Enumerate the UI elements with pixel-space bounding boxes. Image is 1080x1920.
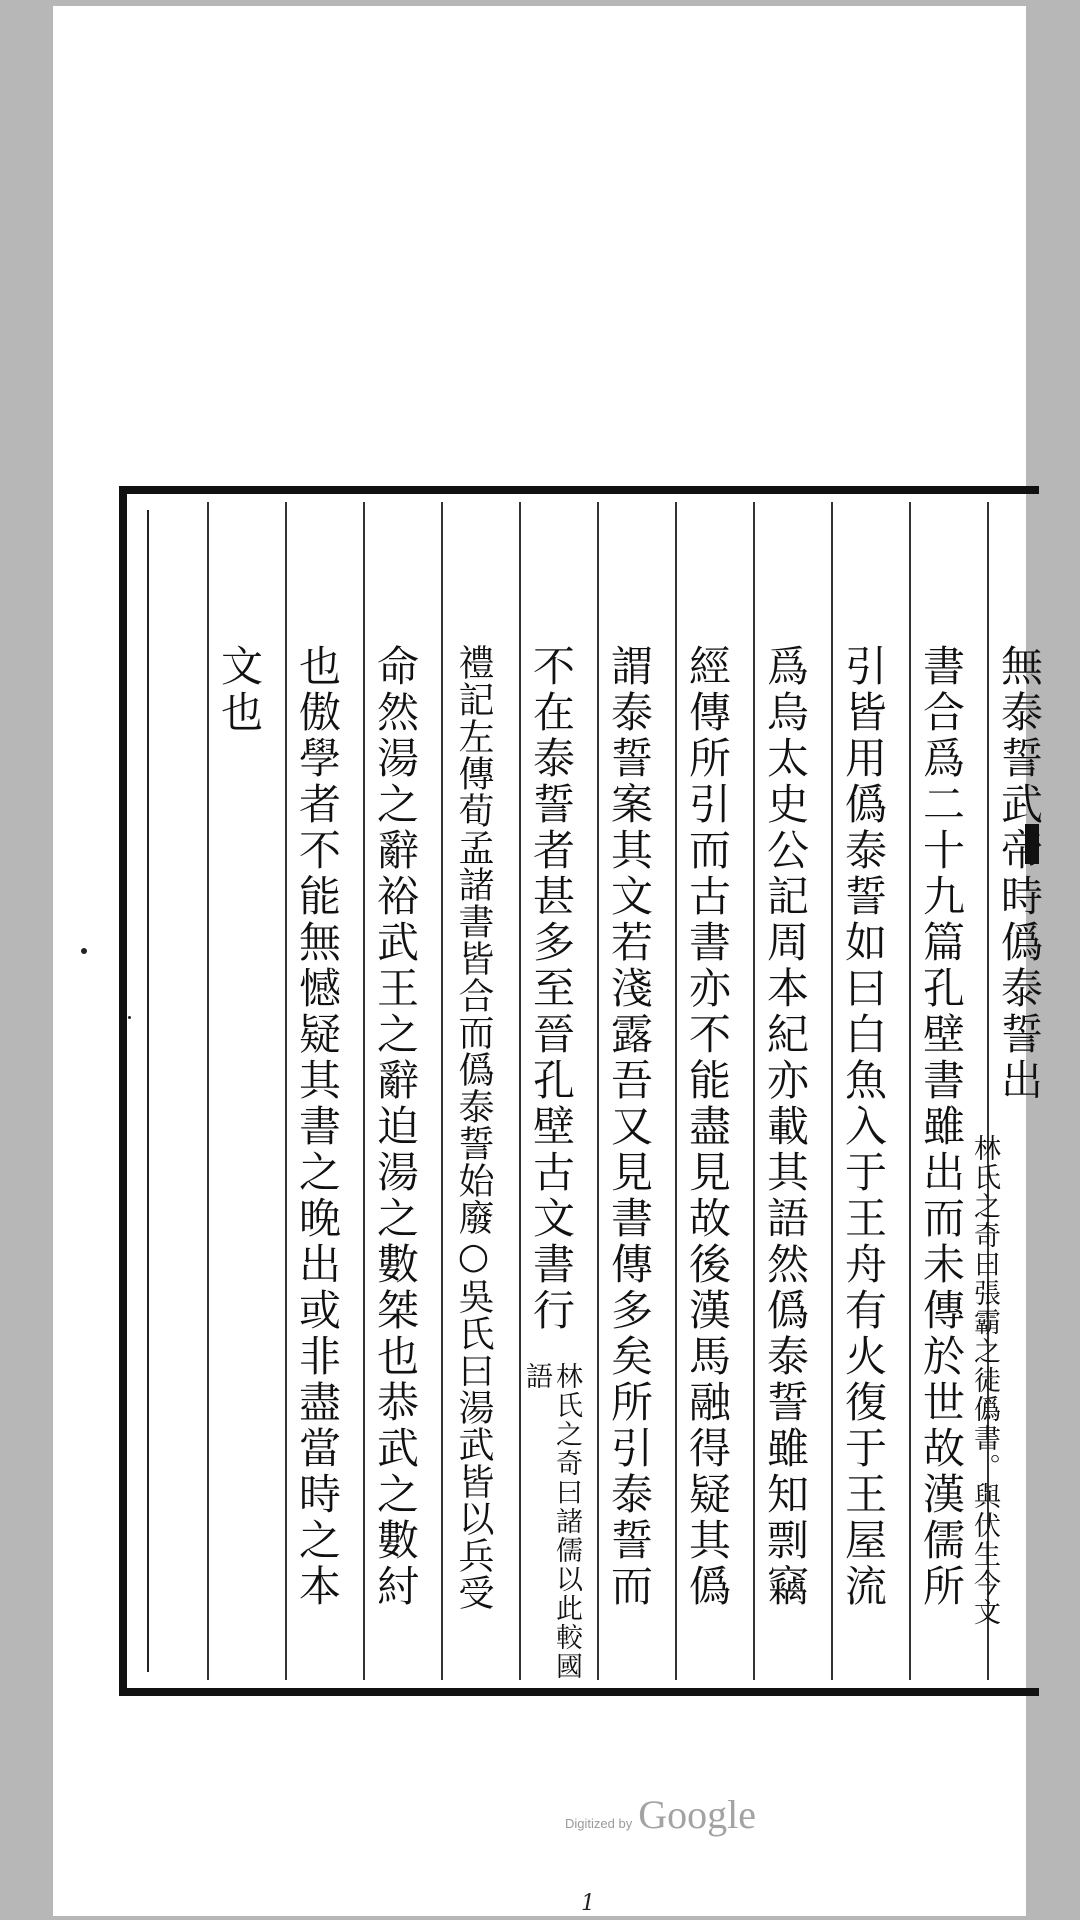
column-rule [753,502,755,1680]
annotation-column-7: 林氏之奇曰諸儒以此較國語 [521,1362,582,1681]
text-column-3: 引皆用僞泰誓如曰白魚入于王舟有火復于王屋流 [839,644,888,1610]
text-column-8: 禮記左傳荀孟諸書皆合而僞泰誓始廢○吳氏曰湯武皆以兵受 [453,644,494,1611]
annotation-column-1: 林氏之奇曰張霸之徒僞書。與伏生今文 [969,1134,1000,1627]
text-column-5: 經傳所引而古書亦不能盡見故後漢馬融得疑其僞 [683,644,732,1610]
column-rule [441,502,443,1680]
column-rule [597,502,599,1680]
column-rule [675,502,677,1680]
frame-inner-line [147,510,149,1672]
text-column-2: 書合爲二十九篇孔壁書雖出而未傳於世故漢儒所 [917,644,966,1610]
text-column-7: 不在泰誓者甚多至晉孔壁古文書行 [527,644,576,1334]
column-rule [363,502,365,1680]
text-frame [119,486,1044,1696]
watermark-prefix: Digitized by [565,1816,633,1831]
ink-speck [81,948,87,954]
scanned-page [53,6,1044,1916]
column-rule [909,502,911,1680]
text-column-9: 命然湯之辭裕武王之辭迫湯之數桀也恭武之數紂 [371,644,420,1610]
text-column-6: 謂泰誓案其文若淺露吾又見書傳多矣所引泰誓而 [605,644,654,1610]
google-logo-text: Google [638,1792,756,1837]
column-rule [207,502,209,1680]
text-column-1: 無泰誓武帝時僞泰誓出 [995,644,1044,1104]
page-mark: 1 [581,1891,595,1916]
column-rule [285,502,287,1680]
digitized-watermark [565,1791,756,1838]
text-column-10: 也傲學者不能無憾疑其書之晚出或非盡當時之本 [293,644,342,1610]
column-rule [831,502,833,1680]
text-column-11: 文也 [215,644,264,736]
text-column-4: 爲烏太史公記周本紀亦載其語然僞泰誓雖知剽竊 [761,644,810,1610]
